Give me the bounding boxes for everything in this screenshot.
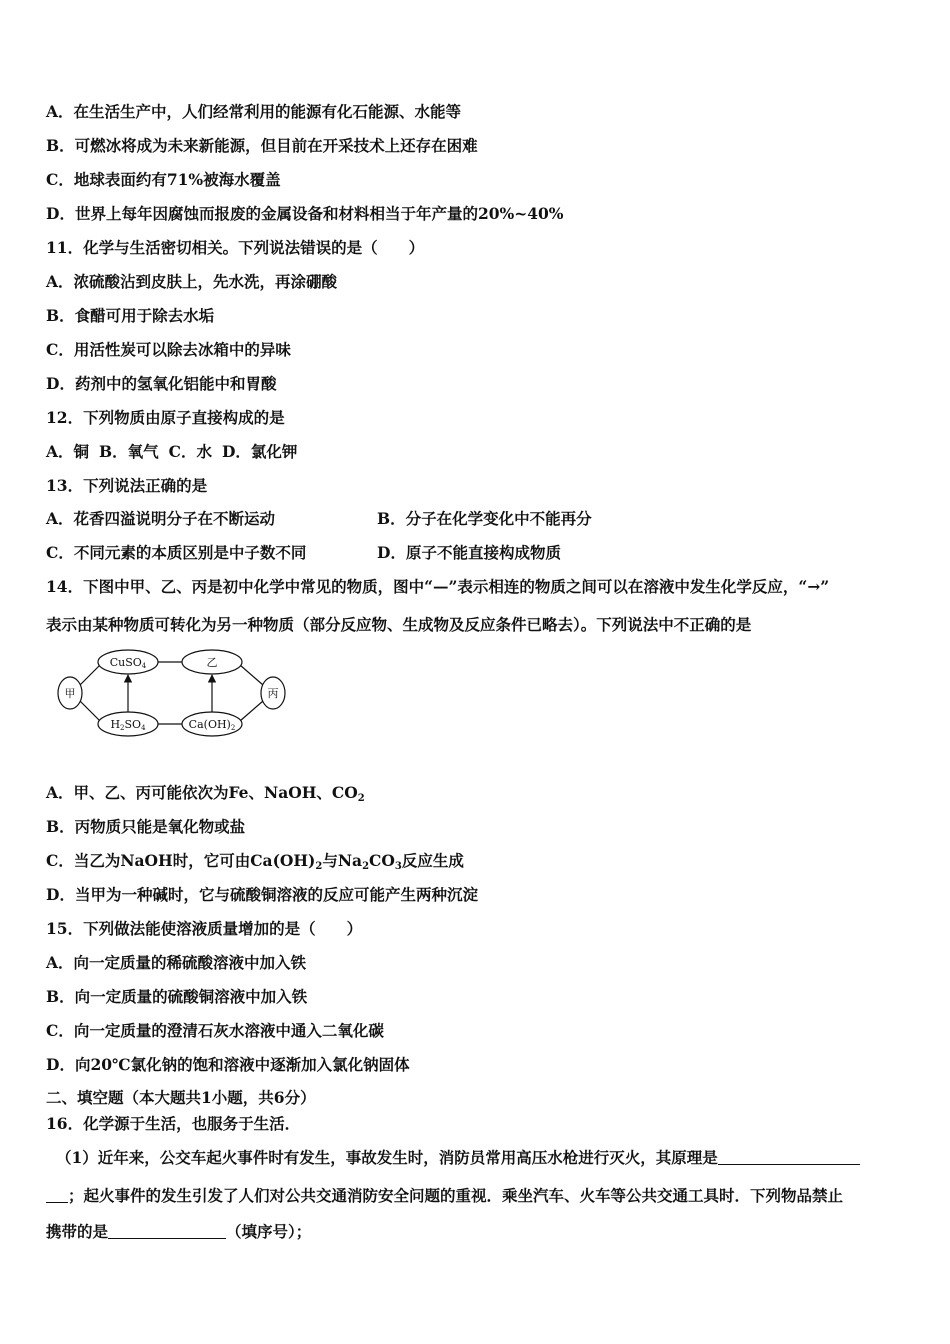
answer-blank-1-cont[interactable]	[46, 1187, 68, 1203]
q11-option-d: D．药剂中的氢氧化铝能中和胃酸	[46, 374, 277, 393]
link-jia-h2so4	[80, 701, 100, 721]
q13-option-d: D．原子不能直接构成物质	[377, 543, 561, 562]
node-h2so4-label: H2SO4	[110, 718, 146, 732]
q12-options	[46, 442, 297, 462]
q14-reaction-diagram	[50, 645, 295, 740]
q16-part1-line3: 携带的是 （填序号）；	[46, 1222, 312, 1241]
q13-option-c: C．不同元素的本质区别是中子数不同	[46, 543, 307, 562]
link-caoh2-bing	[240, 701, 263, 721]
q12-option-b: B．氧气	[99, 442, 159, 461]
q14-option-d: D．当甲为一种碱时，它与硫酸铜溶液的反应可能产生两种沉淀	[46, 885, 478, 904]
q14-option-a: A．甲、乙、丙可能依次为Fe、NaOH、$CO_2$	[46, 783, 365, 804]
q15-option-b: B．向一定质量的硫酸铜溶液中加入铁	[46, 987, 308, 1006]
q13-option-a: A．花香四溢说明分子在不断运动	[46, 509, 276, 528]
node-cuso4-label: CuSO4	[109, 656, 147, 670]
q14-stem-line2: 表示由某种物质可转化为另一种物质（部分反应物、生成物及反应条件已略去）。下列说法中不正确的是	[46, 615, 752, 634]
q13-option-b: B．分子在化学变化中不能再分	[377, 509, 592, 528]
answer-blank-2[interactable]	[108, 1223, 226, 1239]
node-jia-label: 甲	[64, 687, 76, 700]
node-bing-label: 丙	[267, 687, 279, 700]
q15-option-a: A．向一定质量的稀硫酸溶液中加入铁	[46, 953, 307, 972]
q15-option-c: C．向一定质量的澄清石灰水溶液中通入二氧化碳	[46, 1021, 384, 1040]
node-caoh2-label: Ca(OH)2	[188, 718, 236, 732]
q13-stem: 13．下列说法正确的是	[46, 476, 208, 495]
q12-stem: 12．下列物质由原子直接构成的是	[46, 408, 285, 427]
link-jia-cuso4	[80, 665, 100, 685]
q14-option-c: C．当乙为NaOH时，它可由$Ca(OH)_2$与$Na_2CO_3$反应生成	[46, 851, 464, 872]
link-yi-bing	[240, 665, 263, 685]
q11-option-b: B．食醋可用于除去水垢	[46, 306, 215, 325]
q11-option-c: C．用活性炭可以除去冰箱中的异味	[46, 340, 291, 359]
q12-option-a: A．铜	[46, 442, 90, 461]
q15-option-d: D．向20℃氯化钠的饱和溶液中逐渐加入氯化钠固体	[46, 1055, 410, 1074]
q12-option-c: C．水	[168, 442, 212, 461]
q11-option-a: A．浓硫酸沾到皮肤上，先水洗，再涂硼酸	[46, 272, 338, 291]
section-2-title: 二、填空题（本大题共1小题，共6分）	[46, 1088, 316, 1107]
node-yi-label: 乙	[206, 656, 218, 669]
q11-stem: 11．化学与生活密切相关。下列说法错误的是（ ）	[46, 238, 425, 257]
q16-stem: 16．化学源于生活，也服务于生活．	[46, 1114, 301, 1133]
q14-stem-line1: 14．下图中甲、乙、丙是初中化学中常见的物质，图中“—”表示相连的物质之间可以在溶液中发生化学反应，“→”	[46, 577, 830, 596]
q12-option-d: D．氯化钾	[221, 442, 298, 461]
q16-part1-line1: （1）近年来，公交车起火事件时有发生，事故发生时，消防员常用高压水枪进行灭火，其原理是	[56, 1148, 860, 1168]
q15-stem: 15．下列做法能使溶液质量增加的是（ ）	[46, 919, 363, 938]
q16-part1-line2: ；起火事件的发生引发了人们对公共交通消防安全问题的重视．乘坐汽车、火车等公共交通工具时．下列物品禁止	[46, 1186, 843, 1206]
q14-option-b: B．丙物质只能是氧化物或盐	[46, 817, 246, 836]
q10-option-b: B．可燃冰将成为未来新能源，但目前在开采技术上还存在困难	[46, 136, 478, 155]
q10-option-d: D．世界上每年因腐蚀而报废的金属设备和材料相当于年产量的20%~40%	[46, 204, 564, 223]
q10-option-c: C．地球表面约有71%被海水覆盖	[46, 170, 281, 189]
q10-option-a: A．在生活生产中，人们经常利用的能源有化石能源、水能等	[46, 102, 462, 121]
answer-blank-1[interactable]	[718, 1149, 860, 1165]
